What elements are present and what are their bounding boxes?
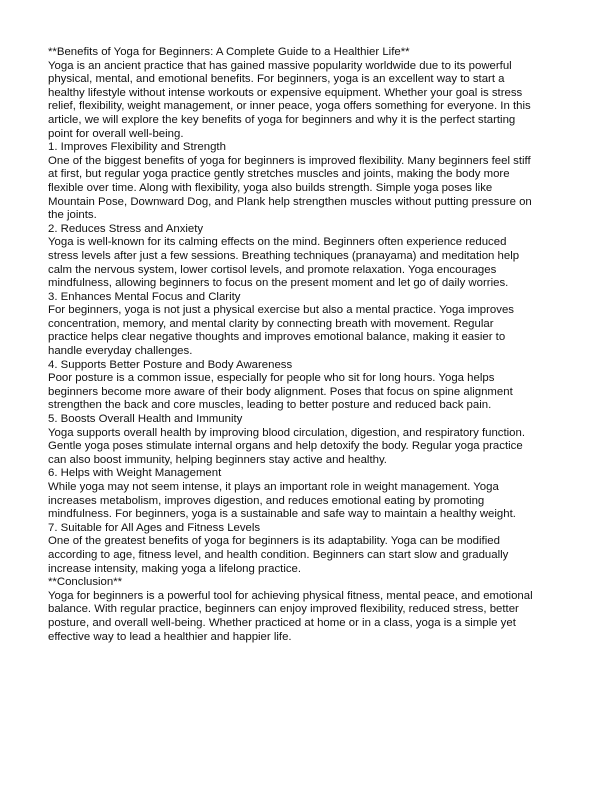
intro-line: relief, flexibility, weight management, or inner peace, yoga offers something for everyone. In this [48,100,531,113]
intro-line: Yoga is an ancient practice that has gained massive popularity worldwide due to its powerful [48,59,512,72]
section-line: concentration, memory, and mental clarity by connecting breath with movement. Regular [48,317,494,330]
conclusion-line: posture, and overall well-being. Whether practiced at home or in a class, yoga is a simple yet [48,616,516,629]
section-line: strengthen the back and core muscles, leading to better posture and reduced back pain. [48,399,492,412]
section-line: practice helps clear negative thoughts and improves emotional balance, making it easier to [48,331,506,344]
section-heading: 2. Reduces Stress and Anxiety [48,222,204,235]
section-flexibility [48,141,568,223]
section-line: Yoga is well-known for its calming effects on the mind. Beginners often experience reduced [48,236,507,249]
section-line: the joints. [48,209,97,222]
conclusion-line: Yoga for beginners is a powerful tool for achieving physical fitness, mental peace, and emotional [48,589,533,602]
intro-line: article, we will explore the key benefits of yoga for beginners and why it is the perfect starting [48,113,516,126]
document-title: **Benefits of Yoga for Beginners: A Complete Guide to a Healthier Life** [48,46,410,58]
section-line: mindfulness. For beginners, yoga is a sustainable and safe way to maintain a healthy weight. [48,508,516,521]
section-line: While yoga may not seem intense, it plays an important role in weight management. Yoga [48,481,499,493]
section-line: calm the nervous system, lower cortisol levels, and promote relaxation. Yoga encourages [48,263,497,276]
section-line: flexible over time. Along with flexibility, yoga also builds strength. Simple yoga poses like [48,181,493,194]
section-line: handle everyday challenges. [48,345,193,358]
section-line: Mountain Pose, Downward Dog, and Plank help strengthen muscles without putting pressure on [48,195,532,208]
section-line: at first, but regular yoga practice gently stretches muscles and joints, making the body more [48,168,510,181]
section-line: beginners become more aware of their body alignment. Poses that focus on spine alignment [48,385,513,398]
section-health [48,413,568,467]
section-stress [48,223,568,291]
section-heading: 1. Improves Flexibility and Strength [48,141,226,154]
section-heading: 5. Boosts Overall Health and Immunity [48,413,243,426]
section-line: mindfulness, allowing beginners to focus on the present moment and let go of daily worries. [48,277,509,290]
intro-line: point for overall well-being. [48,127,184,140]
conclusion-heading: **Conclusion** [48,576,123,589]
intro-line: physical, mental, and emotional benefits. For beginners, yoga is an excellent way to start a [48,73,505,86]
section-line: stress levels after just a few sessions. Breathing techniques (pranayama) and meditation help [48,249,520,262]
section-line: increase intensity, making yoga a lifelong practice. [48,562,302,575]
document-page [48,46,568,644]
section-line: Yoga supports overall health by improving blood circulation, digestion, and respiratory function. [48,426,525,439]
section-line: One of the greatest benefits of yoga for beginners is its adaptability. Yoga can be modified [48,535,500,548]
section-line: For beginners, yoga is not just a physical exercise but also a mental practice. Yoga improves [48,304,514,317]
section-line: according to age, fitness level, and health condition. Beginners can start slow and gradually [48,548,509,561]
section-posture [48,359,568,413]
conclusion [48,576,568,644]
section-focus [48,291,568,359]
section-line: increases metabolism, improves digestion, and reduces emotional eating by promoting [48,494,485,507]
section-heading: 3. Enhances Mental Focus and Clarity [48,290,241,303]
conclusion-line: effective way to lead a healthier and happier life. [48,630,292,643]
intro-paragraph [48,60,568,142]
section-weight [48,467,568,521]
section-heading: 7. Suitable for All Ages and Fitness Levels [48,521,261,534]
section-heading: 4. Supports Better Posture and Body Awareness [48,358,293,371]
section-line: One of the biggest benefits of yoga for beginners is improved flexibility. Many beginners feel stiff [48,154,531,167]
conclusion-line: balance. With regular practice, beginners can enjoy improved flexibility, reduced stress, better [48,603,519,616]
section-heading: 6. Helps with Weight Management [48,467,222,480]
section-line: can also boost immunity, helping beginners stay active and healthy. [48,453,387,466]
intro-line: healthy lifestyle without intense workouts or expensive equipment. Whether your goal is stress [48,86,523,99]
section-line: Gentle yoga poses stimulate internal organs and help detoxify the body. Regular yoga practice [48,440,523,453]
section-line: Poor posture is a common issue, especially for people who sit for long hours. Yoga helps [48,372,495,385]
section-ages [48,522,568,576]
